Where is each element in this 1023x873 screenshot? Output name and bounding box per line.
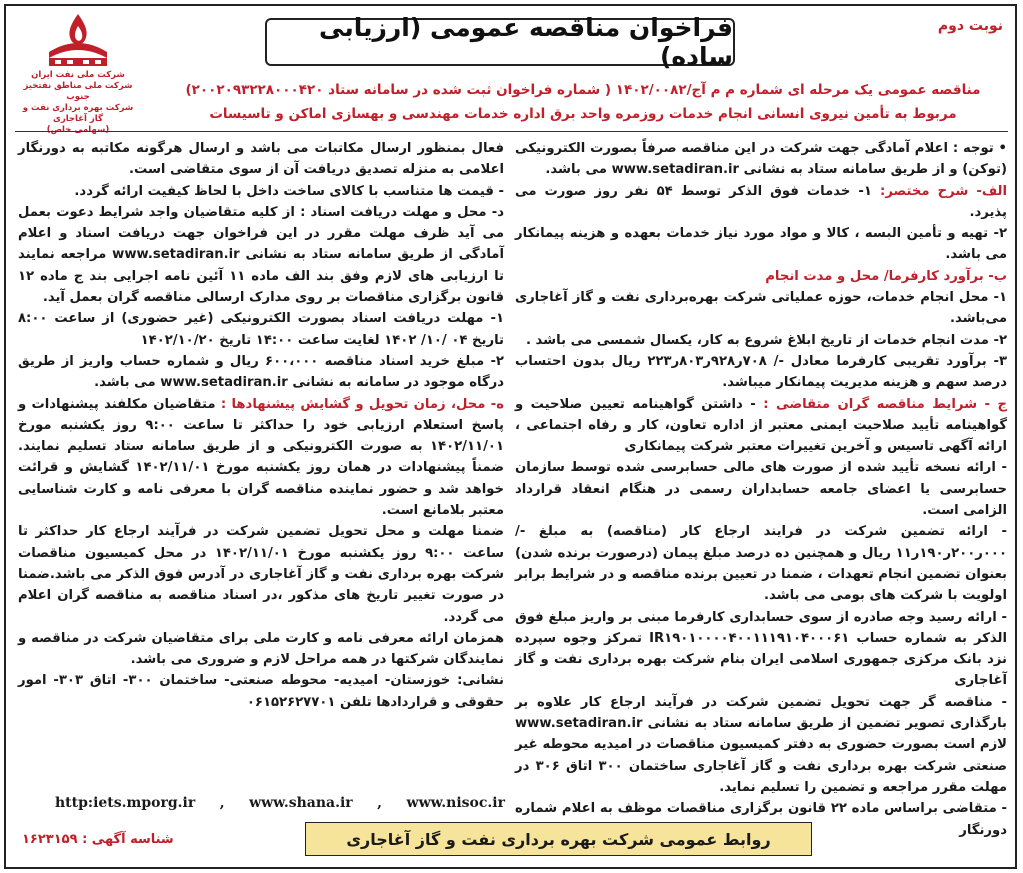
section-b-item-3: ۳- برآورد تقریبی کارفرما معادل -/ ۷۰۸ر۹۲۸ر۸۰۳ر۲۲۳ ریال بدون احتساب درصد سهم و هزینه مدیریت پیمانکار میباشد.	[515, 353, 1007, 391]
left-column	[18, 138, 504, 713]
notice-note: • توجه : اعلام آمادگی جهت شرکت در این مناقصه صرفاً بصورت الکترونیکی (توکن) و از طریق سامانه ستاد به نشانی www.setadiran.ir می باشد.	[515, 141, 1007, 178]
website-link-nisoc[interactable]: www.nisoc.ir	[406, 795, 505, 811]
section-c-item-financials: - ارائه نسخه تأیید شده از صورت های مالی حسابرسی شده توسط سازمان حسابرسی یا اعضای جامعه حسابداران رسمی در هنگام انعقاد قرارداد الزامی است.	[515, 460, 1007, 519]
round-label: نوبت دوم	[937, 18, 1003, 34]
logo-text-2: شرکت ملی مناطق نفتخیز جنوب	[23, 81, 133, 102]
section-a-text: ۱- خدمات فوق الذکر توسط ۵۴ نفر روز صورت می پذیرد.	[515, 183, 1007, 220]
section-a	[515, 181, 1007, 224]
separator: ,	[377, 795, 383, 811]
address: نشانی: خوزستان- امیدیه- محوطه صنعتی- ساختمان ۳۰۰- اتاق ۳۰۳- امور حقوقی و قراردادها تلفن ۰۶۱۵۲۶۲۷۷۰۱	[18, 673, 504, 710]
section-e	[18, 394, 504, 522]
logo-text-3: شرکت بهره برداری نفت و گاز آغاجاری	[22, 103, 134, 124]
flame-logo-icon	[41, 12, 115, 70]
header-divider	[15, 131, 1008, 132]
ad-id: شناسه آگهی : ۱۶۲۳۱۵۹	[22, 832, 174, 847]
publisher-banner: روابط عمومی شرکت بهره برداری نفت و گاز آغاجاری	[305, 822, 812, 856]
section-d: د- محل و مهلت دریافت اسناد : از کلیه متقاضیان واجد شرایط دعوت بعمل می آید ظرف مهلت مقرر در این فراخوان جهت دریافت اسناد و اعلام آمادگی از طریق سامانه ستاد به نشانی www.setadiran.ir مراجعه نمایند تا ارزیابی های لازم وفق بند الف ماده ۱۱ آئین نامه اجرایی بند ج ماده ۱۲ قانون برگزاری مناقصات بر روی مدارک ارسالی مناقصه گران بعمل آید.	[18, 204, 504, 306]
guarantee-deadline: ضمنا مهلت و محل تحویل تضمین شرکت در فرآیند ارجاع کار حداکثر تا ساعت ۹:۰۰ روز یکشنبه مورخ ۱۴۰۲/۱۱/۰۱ در محل کمیسیون مناقصات شرکت بهره برداری نفت و گاز آغاجاری در آدرس فوق الذکر می باشد.ضمنا در صورت تغییر تاریخ های مذکور ،در اسناد مناقصه به مناقصه گران اعلام می گردد.	[18, 524, 504, 625]
section-c	[515, 394, 1007, 458]
separator: ,	[219, 795, 225, 811]
tender-number-line: مناقصه عمومی یک مرحله ای شماره م م آج/۱۴۰۲/۰۰۸۲ ( شماره فراخوان ثبت شده در سامانه ستاد ۲۰۰۲۰۹۳۲۲۸۰۰۰۴۲۰)	[185, 82, 981, 98]
right-column	[515, 138, 1007, 841]
section-c-label: ج - شرایط مناقصه گران متقاضی :	[763, 396, 1008, 412]
id-requirement: همزمان ارائه معرفی نامه و کارت ملی برای متقاضیان شرکت در مناقصه و نمایندگان شرکتها در همه مراحل لازم و ضروری می باشد.	[18, 630, 504, 668]
logo-text-4: (سهامی خاص)	[46, 125, 110, 135]
section-c-item-delivery: - مناقصه گر جهت تحویل تضمین شرکت در فرآیند ارجاع کار علاوه بر بارگذاری تصویر تضمین از طریق سامانه ستاد به نشانی www.setadiran.ir لازم است بصورت حضوری به دفتر کمیسیون مناقصات در امیدیه محوطه غیر صنعتی شرکت بهره برداری نفت و گاز آغاجاری ساختمان ۳۰۰ اتاق ۳۰۶ در مهلت مقرر مراجعه و تضمین را تسلیم نماید.	[515, 694, 1007, 795]
section-c-text: - داشتن گواهینامه تعیین صلاحیت و گواهینامه تأیید صلاحیت ایمنی معتبر از اداره تعاون، کار و رفاه اجتماعی ، ارائه آگهی تاسیس و آخرین تغییرات معتبر شرکت پیمانکاری	[515, 396, 1007, 455]
website-link-iets[interactable]: http:iets.mporg.ir	[55, 795, 196, 811]
websites	[55, 795, 505, 811]
tender-subject-line: مربوط به تأمین نیروی انسانی انجام خدمات روزمره واحد برق اداره خدمات مهندسی و بهسازی اماکن و تاسیسات	[209, 106, 957, 122]
section-e-text: متقاضیان مکلفند پیشنهادات و پاسخ استعلام ارزیابی خود را حداکثر تا ساعت ۹:۰۰ روز یکشنبه مورخ ۱۴۰۲/۱۱/۰۱ به صورت الکترونیکی و از طریق سامانه ستاد تسلیم نمایند. ضمناً پیشنهادات در همان روز یکشنبه مورخ ۱۴۰۲/۱۱/۰۱ گشایش و قرائت خواهد شد و حضور نماینده مناقصه گران با معرفی نامه و کارت شناسایی معتبر بلامانع است.	[18, 396, 504, 519]
page-title: فراخوان مناقصه عمومی (ارزیابی ساده)	[265, 18, 735, 66]
section-d-item-2: ۲- مبلغ خرید اسناد مناقصه ۶۰۰،۰۰۰ ریال و شماره حساب واریز از طریق درگاه موجود در سامانه به نشانی www.setadiran.ir می باشد.	[18, 353, 504, 391]
price-note: - قیمت ها متناسب با کالای ساخت داخل با لحاظ کیفیت ارائه گردد.	[74, 183, 504, 199]
logo-text-1: شرکت ملی نفت ایران	[31, 70, 125, 80]
section-b-heading: ب- برآورد کارفرما/ محل و مدت انجام	[765, 268, 1007, 284]
section-e-label: ه- محل، زمان تحویل و گشایش پیشنهادها :	[220, 396, 504, 412]
company-logo	[18, 12, 138, 136]
section-c-item-receipt: - ارائه رسید وجه صادره از سوی حسابداری کارفرما مبنی بر واریز مبلغ فوق الذکر به شماره حساب IR۱۹۰۱۰۰۰۰۴۰۰۱۱۱۹۱۰۴۰۰۰۶۱ تمرکز وجوه سپرده نزد بانک مرکزی جمهوری اسلامی ایران بنام شرکت بهره برداری نفت و گاز آغاجاری	[515, 609, 1007, 689]
section-b-item-2: ۲- مدت انجام خدمات از تاریخ ابلاغ شروع به کار، یکسال شمسی می باشد .	[525, 332, 1007, 348]
section-d-item-1: ۱- مهلت دریافت اسناد بصورت الکترونیکی (غیر حضوری) از ساعت ۸:۰۰ تاریخ ۰۴ /۱۰/ ۱۴۰۲ لغایت ساعت ۱۴:۰۰ تاریخ ۱۴۰۲/۱۰/۲۰	[18, 311, 504, 348]
section-c-item-guarantee: - ارائه تضمین شرکت در فرایند ارجاع کار (مناقصه) به مبلغ -/ ۰۰۰ر۲۰۰ر۱۹۰ر۱۱ ریال و همچنین ده درصد مبلغ پیمان (درصورت برنده شدن) بعنوان تضمین انجام تعهدات ، ضمنا در تعیین برنده مناقصه و در شرایط برابر اولویت با شرکت های بومی می باشد.	[515, 524, 1007, 604]
website-link-shana[interactable]: www.shana.ir	[249, 795, 353, 811]
section-a-label: الف- شرح مختصر:	[880, 183, 1008, 199]
section-a-item-2: ۲- تهیه و تأمین البسه ، کالا و مواد مورد نیاز خدمات بعهده و هزینه پیمانکار می باشد.	[515, 226, 1007, 263]
fax-continuation: فعال بمنظور ارسال مکاتبات می باشد و ارسال هرگونه مکاتبه به دورنگار اعلامی به منزله تصدیق دریافت آن از سوی متقاضی است.	[18, 141, 504, 178]
section-b-item-1: ۱- محل انجام خدمات، حوزه عملیاتی شرکت بهره‌برداری نفت و گاز آغاجاری می‌باشد.	[515, 290, 1007, 327]
section-c-item-fax: - متقاضی براساس ماده ۲۲ قانون برگزاری مناقصات موظف به اعلام شماره دورنگار	[515, 801, 1007, 838]
